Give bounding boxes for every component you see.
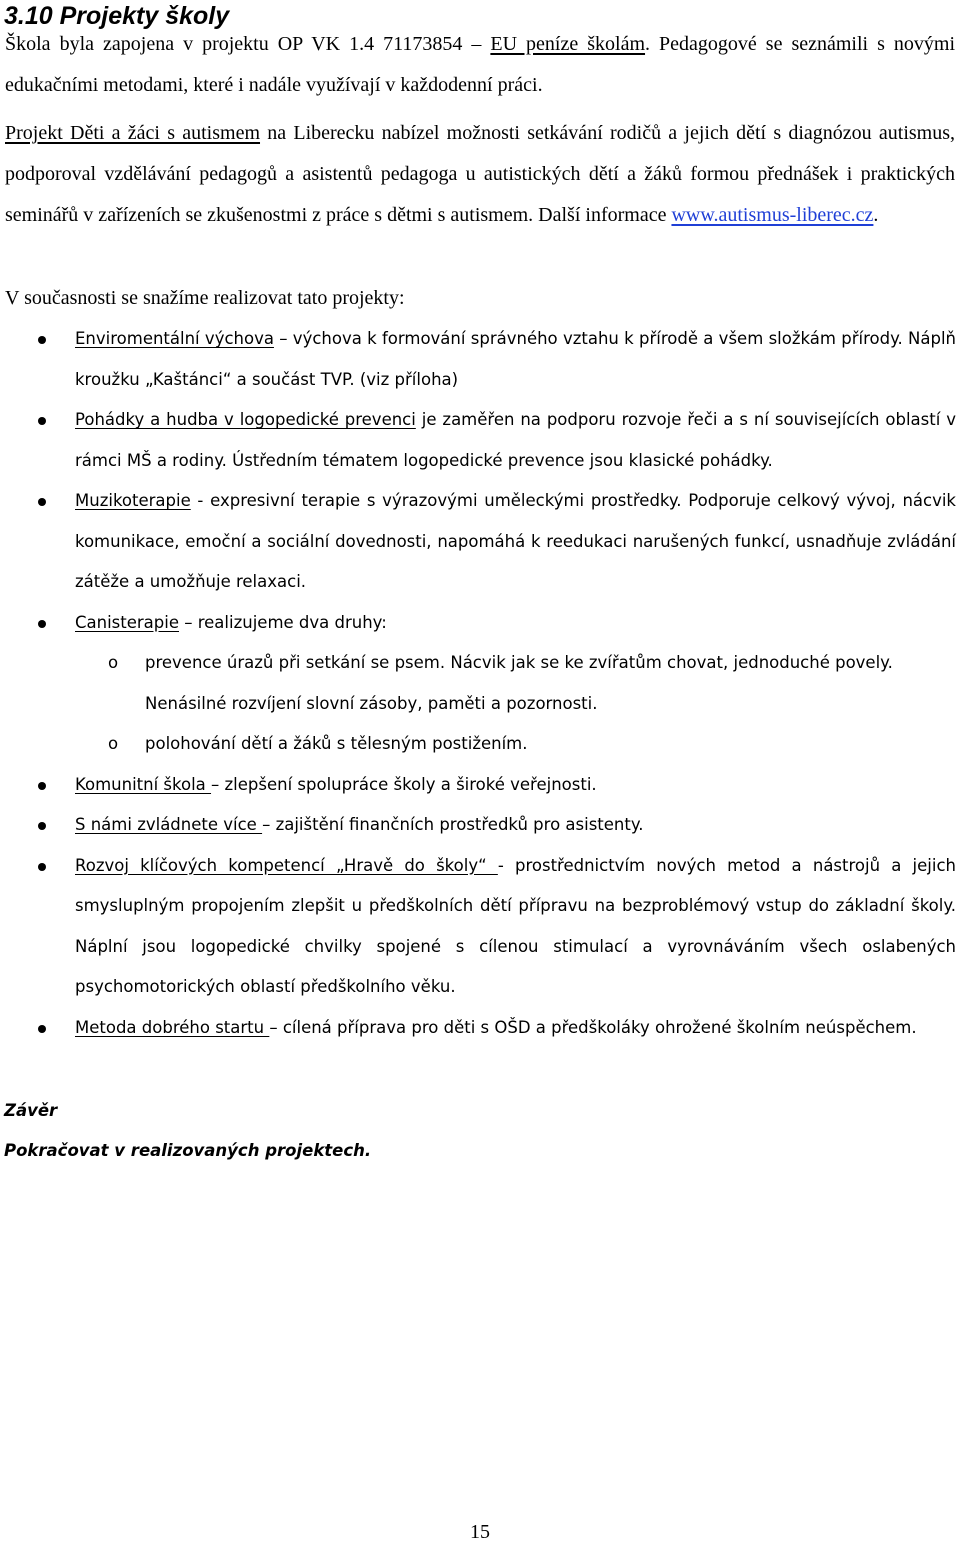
project-title: Komunitní škola — [75, 774, 212, 794]
project-title: Muzikoterapie — [75, 491, 191, 510]
project-description: – zajištění finančních prostředků pro asistenty. — [262, 815, 644, 834]
autism-paragraph: Projekt Děti a žáci s autismem na Liberecku nabízel možnosti setkávání rodičů a jejich dětí s diagnózou autismus, podporoval vzdělávání pedagogů a asistentů pedagoga u autistických dětí a žáků formou přednášek i praktických seminářů v zařízeních se zkušenostmi z práce s dětmi s autismem. Další informace www.autismus-liberec.cz. — [5, 122, 955, 226]
project-description: – realizujeme dva druhy: — [179, 612, 387, 632]
project-description: – cílená příprava pro děti s OŠD a předškoláky ohrožené školním neúspěchem. — [269, 1017, 917, 1037]
sub-item-text: polohování dětí a žáků s tělesným postižením. — [145, 734, 528, 753]
project-description: - expresivní terapie s výrazovými uměleckými prostředky. Podporuje celkový vývoj, nácvik komunikace, emoční a sociální dovednosti, napomáhá k reedukaci narušených funkcí, usnadňuje zvládání zátěže a umožňuje relaxaci. — [75, 491, 956, 591]
bullet-icon — [38, 498, 46, 506]
list-item-muzikoterapie — [0, 481, 956, 603]
project-list — [0, 319, 956, 1048]
sub-item-prevence — [75, 643, 956, 724]
project-description: - prostřednictvím nových metod a nástrojů a jejich smysluplným propojením zlepšit u předškolních dětí přípravu na bezproblémový vstup do základní školy. Náplní jsou logopedické chvilky spojené s cílenou stimulací a vyrovnáváním všech oslabených psychomotorických oblastí předškolního věku. — [75, 855, 956, 996]
circle-bullet-icon: o — [108, 734, 119, 753]
project-title: S námi zvládnete více — [75, 815, 263, 834]
bullet-icon — [38, 620, 46, 628]
bullet-icon — [38, 863, 46, 871]
intro-text-2: . Pedagogové se seznámili s novými edukačními metodami, které i nadále využívají v každodenní práci. — [5, 33, 956, 96]
autism-project-title: Projekt Děti a žáci s autismem — [5, 122, 261, 144]
list-item-s-nami — [0, 805, 956, 846]
circle-bullet-icon: o — [108, 653, 119, 672]
project-title: Metoda dobrého startu — [75, 1017, 270, 1037]
autism-project-text: na Liberecku nabízel možnosti setkávání rodičů a jejich dětí s diagnózou autismus, podporoval vzdělávání pedagogů a asistentů pedagoga u autistických dětí a žáků formou přednášek i praktických seminářů v zařízeních se zkušenostmi z práce s dětmi s autismem. Další informace — [5, 122, 955, 226]
list-item-metoda — [0, 1008, 956, 1049]
conclusion-text: Pokračovat v realizovaných projektech. — [4, 1141, 372, 1160]
list-item-pohadky — [0, 400, 956, 481]
conclusion-label: Závěr — [4, 1101, 58, 1120]
sub-item-text: prevence úrazů při setkání se psem. Nácvik jak se ke zvířatům chovat, jednoduché povely. — [145, 653, 893, 672]
sub-item-text-cont: Nenásilné rozvíjení slovní zásoby, paměti a pozornosti. — [145, 693, 598, 713]
current-projects-intro: V současnosti se snažíme realizovat tato projekty: — [5, 287, 405, 309]
project-description: – výchova k formování správného vztahu k přírodě a všem složkám přírody. Náplň kroužku „Kaštánci“ a součást TVP. (viz příloha) — [75, 329, 956, 389]
list-item-rozvoj — [0, 846, 956, 1008]
autism-website-link[interactable]: www.autismus-liberec.cz — [671, 204, 874, 226]
eu-project-link: EU peníze školám — [490, 33, 646, 55]
project-title: Enviromentální výchova — [75, 329, 274, 348]
bullet-icon — [38, 782, 46, 790]
project-title: Pohádky a hudba v logopedické prevenci — [75, 410, 416, 429]
bullet-icon — [38, 1025, 46, 1033]
bullet-icon — [38, 336, 46, 344]
bullet-icon — [38, 822, 46, 830]
project-description: je zaměřen na podporu rozvoje řeči a s ní souvisejících oblastí v rámci MŠ a rodiny. Ústředním tématem logopedické prevence jsou klasické pohádky. — [75, 410, 956, 470]
list-item-canisterapie — [0, 603, 956, 765]
page-number: 15 — [470, 1521, 490, 1543]
bullet-icon — [38, 417, 46, 425]
canisterapie-sublist — [75, 643, 956, 765]
list-item-komunitni-skola — [0, 765, 956, 806]
section-heading: 3.10 Projekty školy — [4, 2, 230, 30]
sub-item-polohovani — [75, 724, 956, 765]
project-title: Rozvoj klíčových kompetencí „Hravě do školy“ — [75, 855, 498, 875]
project-description: – zlepšení spolupráce školy a široké veřejnosti. — [211, 774, 597, 794]
project-title: Canisterapie — [75, 612, 179, 632]
intro-text-1: Škola byla zapojena v projektu OP VK 1.4 71173854 – — [5, 33, 491, 55]
list-item-enviro — [0, 319, 956, 400]
intro-paragraph — [5, 24, 955, 106]
